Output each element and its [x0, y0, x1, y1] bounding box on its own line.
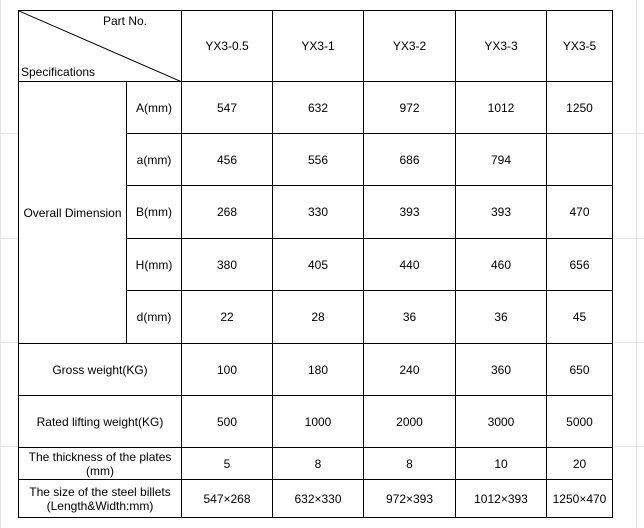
- table-cell: 240: [364, 344, 456, 396]
- table-cell: 8: [273, 448, 364, 480]
- table-cell: 330: [273, 186, 364, 239]
- table-cell: 972×393: [364, 480, 456, 518]
- gridline: [0, 342, 18, 343]
- table-cell: 8: [364, 448, 456, 480]
- table-row: [19, 396, 613, 448]
- table-cell: 972: [364, 82, 456, 134]
- table-cell: 10: [456, 448, 547, 480]
- table-cell: 440: [364, 239, 456, 291]
- table-row: [19, 448, 613, 480]
- table-cell: 100: [182, 344, 273, 396]
- table-cell: 393: [456, 186, 547, 239]
- table-cell: 36: [364, 291, 456, 344]
- model-header: YX3-2: [364, 11, 456, 82]
- gridline: [614, 342, 644, 343]
- table-cell: 1012: [456, 82, 547, 134]
- table-row: [19, 344, 613, 396]
- table-cell: 380: [182, 239, 273, 291]
- overall-dimension-label: Overall Dimension: [19, 82, 127, 344]
- row-label: a(mm): [127, 134, 182, 186]
- table-cell: 632: [273, 82, 364, 134]
- table-cell: 1250: [547, 82, 613, 134]
- table-cell: 3000: [456, 396, 547, 448]
- table-cell: 1000: [273, 396, 364, 448]
- model-header: YX3-1: [273, 11, 364, 82]
- table-cell: 650: [547, 344, 613, 396]
- table-cell: 5000: [547, 396, 613, 448]
- table-cell: 2000: [364, 396, 456, 448]
- table-cell: 20: [547, 448, 613, 480]
- table-cell: 460: [456, 239, 547, 291]
- row-label: B(mm): [127, 186, 182, 239]
- header-corner-cell: [19, 11, 182, 82]
- specifications-table: [18, 10, 613, 518]
- table-cell: 268: [182, 186, 273, 239]
- gridline: [636, 0, 637, 528]
- table-cell: 456: [182, 134, 273, 186]
- row-label-line: The thickness of the plates: [28, 449, 172, 464]
- part-no-label: Part No.: [102, 14, 147, 28]
- table-cell: 632×330: [273, 480, 364, 518]
- row-label: Rated lifting weight(KG): [19, 396, 182, 448]
- row-label: H(mm): [127, 239, 182, 291]
- table-cell: 1012×393: [456, 480, 547, 518]
- table-cell: 656: [547, 239, 613, 291]
- model-header: YX3-5: [547, 11, 613, 82]
- gridline: [614, 133, 644, 134]
- table-cell: 686: [364, 134, 456, 186]
- table-cell: 180: [273, 344, 364, 396]
- row-label: A(mm): [127, 82, 182, 134]
- gridline: [0, 238, 18, 239]
- table-cell: [547, 134, 613, 186]
- row-label: d(mm): [127, 291, 182, 344]
- gridline: [0, 133, 18, 134]
- table-cell: 1250×470: [547, 480, 613, 518]
- table-row: [19, 480, 613, 518]
- row-label: Gross weight(KG): [19, 344, 182, 396]
- table-cell: 45: [547, 291, 613, 344]
- model-header: YX3-3: [456, 11, 547, 82]
- model-header: YX3-0.5: [182, 11, 273, 82]
- table-cell: 28: [273, 291, 364, 344]
- gridline: [614, 446, 644, 447]
- table-cell: 5: [182, 448, 273, 480]
- row-label-line: The size of the steel billets: [29, 484, 171, 499]
- table-cell: 36: [456, 291, 547, 344]
- table-cell: 22: [182, 291, 273, 344]
- table-cell: 547×268: [182, 480, 273, 518]
- table-cell: 405: [273, 239, 364, 291]
- header-row: [19, 11, 613, 82]
- table-cell: 500: [182, 396, 273, 448]
- row-label-line: (Length&Width:mm): [46, 498, 154, 513]
- table-cell: 547: [182, 82, 273, 134]
- specifications-label: Specifications: [21, 65, 96, 79]
- row-label: [19, 480, 182, 518]
- gridline: [614, 238, 644, 239]
- gridline: [0, 0, 1, 528]
- row-label: [19, 448, 182, 480]
- row-label-line: (mm): [86, 463, 114, 478]
- gridline: [0, 446, 18, 447]
- table-row: [19, 82, 613, 134]
- table-cell: 360: [456, 344, 547, 396]
- table-cell: 393: [364, 186, 456, 239]
- table-cell: 470: [547, 186, 613, 239]
- table-cell: 794: [456, 134, 547, 186]
- table-cell: 556: [273, 134, 364, 186]
